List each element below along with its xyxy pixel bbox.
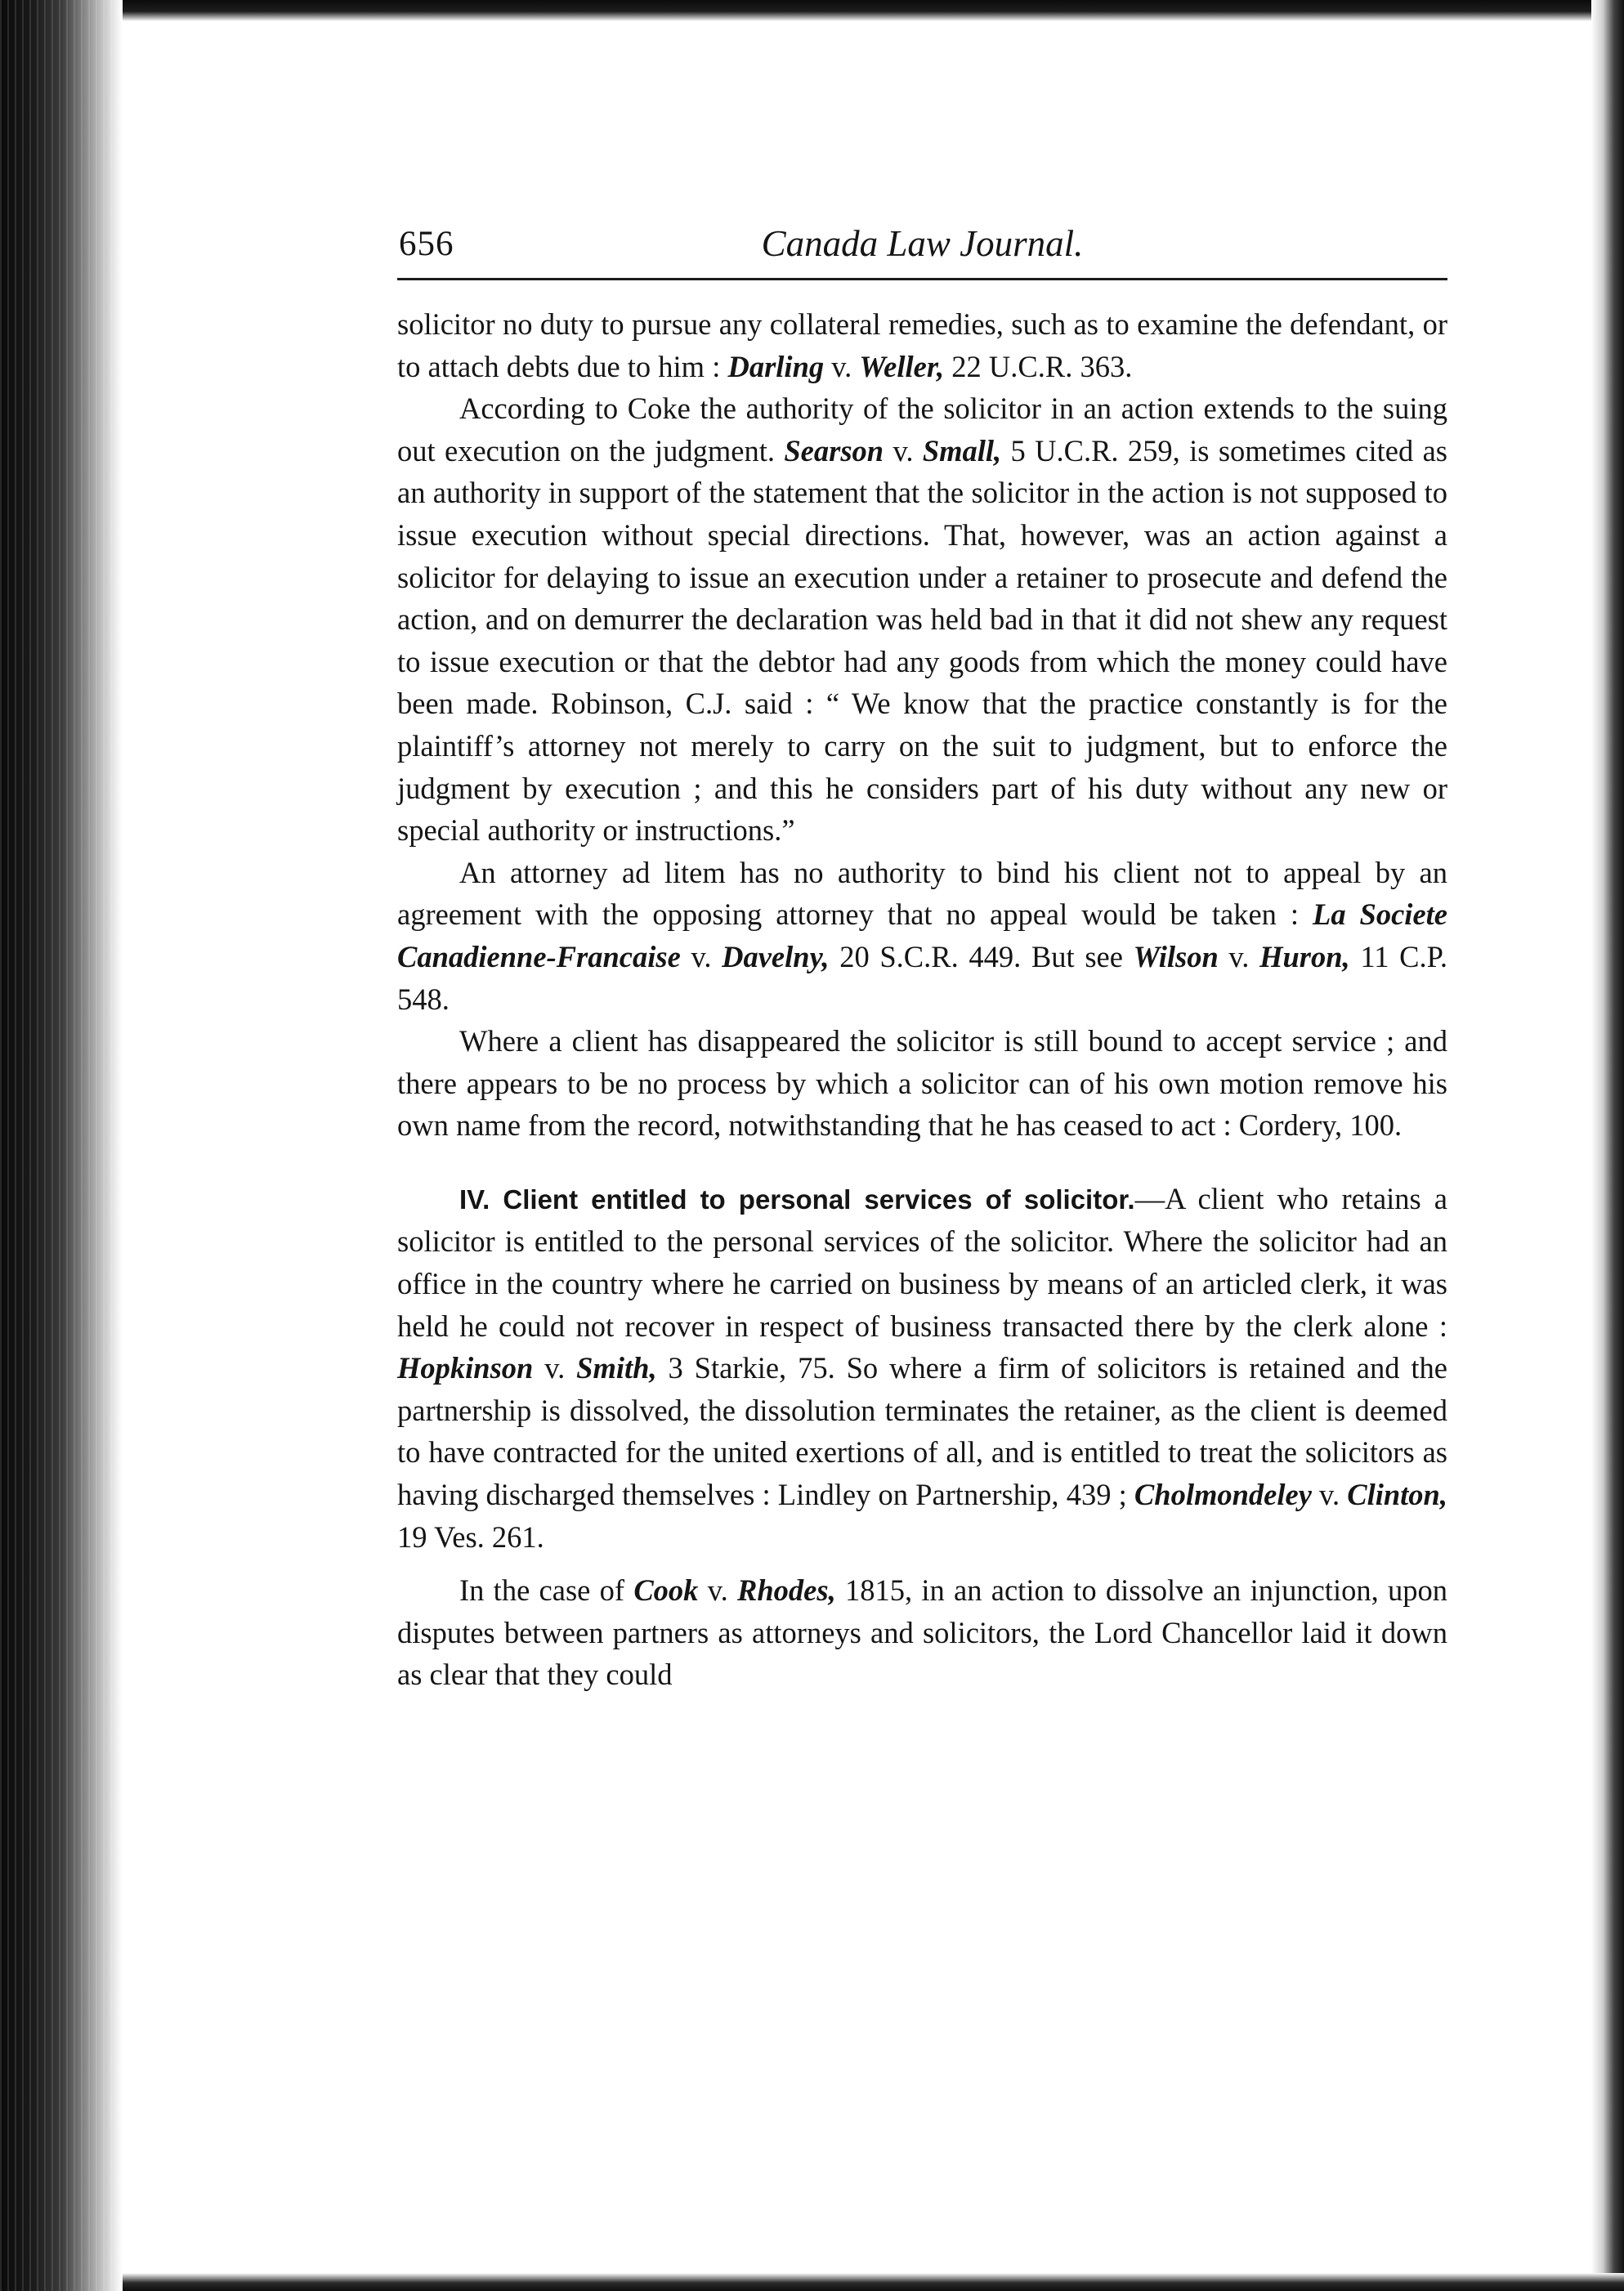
paragraph-5: IV. Client entitled to personal services of solicitor.—A client who retains a solicitor is entitled to the personal services of the solicitor. Where the solicitor had an office in the country where he carried on business by means of an articled clerk, it was held he could not recover in respect of business transacted there by the clerk alone : Hopkinson v. Smith, 3 Starkie, 75. So where a firm of solicitors is retained and the partnership is dissolved, the dissolution terminates the retainer, as the client is deemed to have contracted for the united exertions of all, and is entitled to treat the solicitors as having discharged themselves : Lindley on Partnership, 439 ; Cholmondeley v. Clinton, 19 Ves. 261. <box>397 1181 1447 1554</box>
page-bottom-edge <box>123 2273 1624 2291</box>
case-name: La Societe Canadienne-Francaise <box>397 897 1447 973</box>
case-name: Hopkinson <box>397 1351 534 1385</box>
journal-title: Canada Law Journal. <box>761 223 1084 264</box>
page-top-edge <box>123 0 1624 21</box>
case-name: Searson <box>784 433 884 468</box>
case-name: Huron, <box>1259 939 1350 973</box>
section-gap <box>397 1147 1447 1178</box>
case-name: Davelny, <box>722 939 830 973</box>
case-name: Wilson <box>1133 939 1219 973</box>
running-header <box>397 221 1447 280</box>
paragraph-6: In the case of Cook v. Rhodes, 1815, in an action to dissolve an injunction, upon disputes between partners as attorneys and solicitors, the Lord Chancellor laid it down as clear that they could <box>397 1573 1447 1692</box>
section-heading: IV. Client entitled to personal services of solicitor. <box>459 1184 1135 1215</box>
case-name: Small, <box>922 433 1002 468</box>
paragraph-2: According to Coke the authority of the solicitor in an action extends to the suing out execution on the judgment. Searson v. Small, 5 U.C.R. 259, is sometimes cited as an authority in support of the statement that the solicitor in the action is not supposed to issue execution without special directions. That, however, was an action against a solicitor for delaying to issue an execution under a retainer to prosecute and defend the action, and on demurrer the declaration was held bad in that it did not shew any request to issue execution or that the debtor had any goods from which the money could have been made. Robinson, C.J. said : “ We know that the practice constantly is for the plaintiff’s attorney not merely to carry on the suit to judgment, but to enforce the judgment by execution ; and this he considers part of his duty without any new or special authority or instructions.” <box>397 392 1447 848</box>
case-name: Rhodes, <box>737 1573 836 1608</box>
case-name: Smith, <box>576 1351 657 1385</box>
case-name: Darling <box>727 349 825 383</box>
paragraph-1: solicitor no duty to pursue any collateral remedies, such as to examine the defendant, or to attach debts due to him : Darling v. Weller, 22 U.C.R. 363. <box>397 307 1447 383</box>
case-name: Clinton, <box>1347 1478 1447 1512</box>
paragraph-3: An attorney ad litem has no authority to bind his client not to appeal by an agreement with the opposing attorney that no appeal would be taken : La Societe Canadienne-Francaise v. Davelny, 20 S.C.R. 449. But see Wilson v. Huron, 11 C.P. 548. <box>397 855 1447 1016</box>
paragraph-gap <box>397 1558 1447 1569</box>
document-page <box>397 221 1447 2223</box>
page-right-edge <box>1591 0 1624 2291</box>
paragraph-4: Where a client has disappeared the solicitor is still bound to accept service ; and there appears to be no process by which a solicitor can of his own motion remove his own name from the record, notwithstanding that he has ceased to act : Cordery, 100. <box>397 1024 1447 1143</box>
case-name: Cholmondeley <box>1134 1478 1312 1512</box>
case-name: Weller, <box>859 349 945 383</box>
binding-texture <box>0 0 123 2291</box>
case-name: Cook <box>633 1573 699 1608</box>
page-body <box>397 303 1447 1696</box>
page-number: 656 <box>399 225 454 263</box>
